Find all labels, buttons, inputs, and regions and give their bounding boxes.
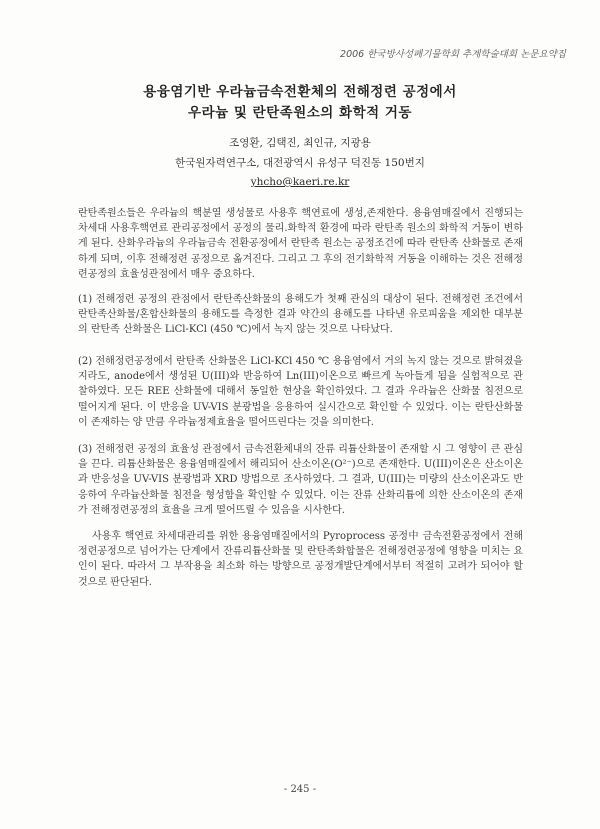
body-paragraph-conclusion: 사용후 핵연료 차세대관리를 위한 용융염매질에서의 Pyroprocess 공정中 금속전환공정에서 전해정련공정으로 넘어가는 단계에서 잔류리튬산화물 및 란탄족화합물은 전해정련공정에 영향을 미치는 요인이 된다. 따라서 그 부작용을 최소화 하는 방향으로 공정개발단계에서부터 적절히 고려가 되어야 할 것으로 판단된다. bbox=[78, 531, 523, 588]
page-number: - 245 - bbox=[283, 784, 317, 795]
paper-title-line-1: 용융염기반 우라늄금속전환체의 전해정련 공정에서 bbox=[143, 84, 457, 100]
contact-email: yhcho@kaeri.re.kr bbox=[250, 176, 350, 188]
body-paragraph-1: (1) 전해정련 공정의 관점에서 란탄족산화물의 용해도가 첫째 관심의 대상이 된다. 전해정련 조건에서 란탄족산화물/혼합산화물의 용해도를 측정한 결과 약간의 용해도를 나타낸 유로피움을 제외한 대부분의 란탄족 산화물은 LiCl-KCl (450 ℃)에서 녹지 않는 것으로 나타났다. bbox=[78, 294, 523, 336]
body-paragraph-3: (3) 전해정련 공정의 효율성 관점에서 금속전환체내의 잔류 리튬산화물이 존재할 시 그 영향이 큰 관심을 끈다. 리튬산화물은 용융염매질에서 해리되어 산소이온(O²⁻)으로 존재한다. U(III)이온은 산소이온과 반응성을 UV-VIS 분광법과 XRD 방법으로 조사하였다. 그 결과, U(III)는 미량의 산소이온과도 반응하여 우라늄산화물 침전을 형성함을 확인할 수 있었다. 이는 잔류 산화리튬에 의한 산소이온의 존재가 전해정련공정의 효율을 크게 떨어뜨릴 수 있음을 시사한다. bbox=[78, 444, 523, 516]
running-head: 2006 한국방사성폐기물학회 추계학술대회 논문요약집 bbox=[340, 49, 566, 60]
contact-email-line bbox=[0, 176, 600, 188]
paper-title-line-2: 우라늄 및 란탄족원소의 화학적 거동 bbox=[188, 105, 412, 121]
author-list: 조영환, 김택진, 최인규, 지광용 bbox=[229, 137, 371, 149]
body-paragraph-2: (2) 전해정련공정에서 란탄족 산화물은 LiCl-KCl 450 ℃ 용융염에서 거의 녹지 않는 것으로 밝혀졌을 지라도, anode에서 생성된 U(III)와 반응하여 Ln(III)이온으로 빠르게 녹아들게 됨을 실험적으로 관찰하였다. 모든 REE 산화물에 대해서 동일한 현상을 확인하였다. 그 결과 우라늄은 산화물 침전으로 떨어지게 된다. 이 반응을 UV-VIS 분광법을 응용하여 실시간으로 확인할 수 있었다. 이는 란탄산화물이 존재하는 양 만큼 우라늄정제효율을 떨어뜨린다는 것을 의미한다. bbox=[78, 356, 523, 428]
body-paragraph-intro: 란탄족원소들은 우라늄의 핵분열 생성물로 사용후 핵연료에 생성,존재한다. 용융염매질에서 진행되는 차세대 사용후핵연료 관리공정에서 공정의 물리.화학적 환경에 따라 란탄족 원소의 화학적 거동이 변하게 된다. 산화우라늄의 우라늄금속 전환공정에서 란탄족 원소는 공정조건에 따라 란탄족 산화물로 존재하게 되며, 이후 전해정련 공정으로 옮겨진다. 그리고 그 후의 전기화학적 거동을 이해하는 것은 전해정련공정의 효율성관점에서 매우 중요하다. bbox=[78, 208, 523, 280]
affiliation: 한국원자력연구소, 대전광역시 유성구 덕진동 150번지 bbox=[175, 157, 425, 169]
